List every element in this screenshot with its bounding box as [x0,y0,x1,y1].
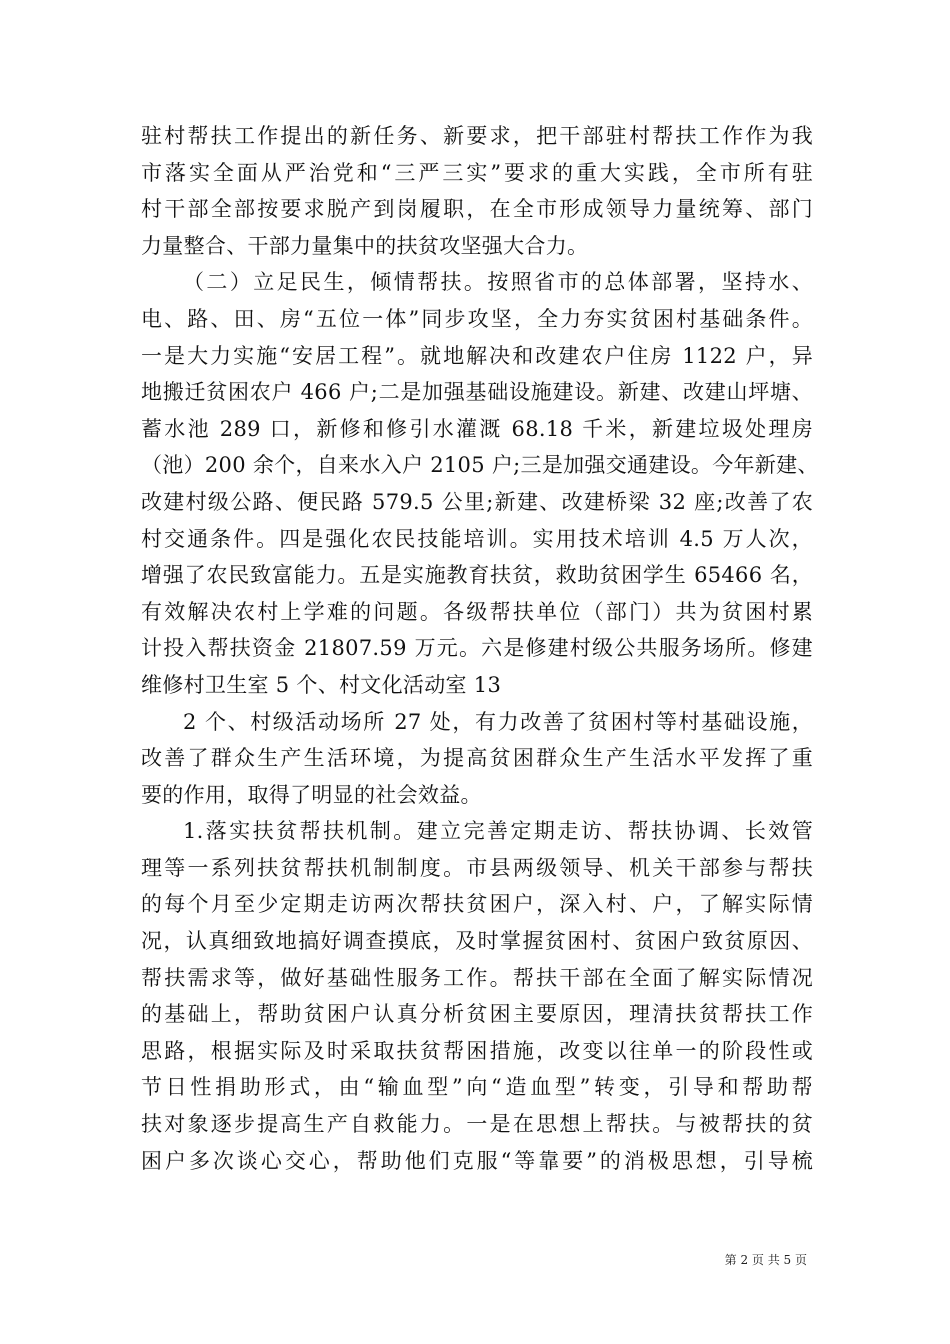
text-line: 维修村卫生室 5 个、村文化活动室 13 [141,672,502,697]
text-line: 蓄水池 289 口，新修和修引水灌溉 68.18 千米，新建垃圾处理房 [141,416,813,441]
text-line: 计投入帮扶资金 21807.59 万元。六是修建村级公共服务场所。修建 [141,636,813,661]
text-line: 改建村级公路、便民路 579.5 公里;新建、改建桥梁 32 座;改善了农 [141,489,813,514]
text-line: （二）立足民生，倾情帮扶。按照省市的总体部署，坚持水、 [183,270,813,295]
text-line: 村干部全部按要求脱产到岗履职，在全市形成领导力量统筹、部门 [141,197,813,222]
text-line: 2 个、村级活动场所 27 处，有力改善了贫困村等村基础设施， [183,709,813,734]
text-line: 节日性捐助形式，由“输血型”向“造血型”转变，引导和帮助帮 [141,1075,813,1100]
text-line: 扶对象逐步提高生产自救能力。一是在思想上帮扶。与被帮扶的贫 [141,1112,813,1137]
page-number: 第 2 页 共 5 页 [724,1253,807,1267]
text-line: 有效解决农村上学难的问题。各级帮扶单位（部门）共为贫困村累 [141,599,813,624]
text-line: 帮扶需求等，做好基础性服务工作。帮扶干部在全面了解实际情况 [141,965,813,990]
text-line: 改善了群众生产生活环境，为提高贫困群众生产生活水平发挥了重 [141,746,813,771]
text-line: 况，认真细致地搞好调查摸底，及时掌握贫困村、贫困户致贫原因、 [141,929,813,954]
text-line: （池）200 余个，自来水入户 2105 户;三是加强交通建设。今年新建、 [141,453,819,478]
text-line: 理等一系列扶贫帮扶机制制度。市县两级领导、机关干部参与帮扶 [141,855,813,880]
text-line: 要的作用，取得了明显的社会效益。 [141,782,482,807]
text-line: 思路，根据实际及时采取扶贫帮困措施，改变以往单一的阶段性或 [141,1038,813,1063]
text-line: 的基础上，帮助贫困户认真分析贫困主要原因，理清扶贫帮扶工作 [141,1002,813,1027]
text-line: 驻村帮扶工作提出的新任务、新要求，把干部驻村帮扶工作作为我 [141,124,813,148]
text-line: 力量整合、干部力量集中的扶贫攻坚强大合力。 [141,233,589,258]
body-text [141,118,819,1179]
text-line: 地搬迁贫困农户 466 户;二是加强基础设施建设。新建、改建山坪塘、 [141,380,813,405]
text-line: 电、路、田、房“五位一体”同步攻坚，全力夯实贫困村基础条件。 [141,306,813,331]
text-line: 增强了农民致富能力。五是实施教育扶贫，救助贫困学生 65466 名， [141,563,813,588]
text-line: 市落实全面从严治党和“三严三实”要求的重大实践，全市所有驻 [141,160,813,185]
text-line: 的每个月至少定期走访两次帮扶贫困户，深入村、户，了解实际情 [141,892,813,917]
text-line: 困户多次谈心交心，帮助他们克服“等靠要”的消极思想，引导梳 [141,1148,813,1173]
text-line: 一是大力实施“安居工程”。就地解决和改建农户住房 1122 户，异 [141,343,813,368]
text-line: 1.落实扶贫帮扶机制。建立完善定期走访、帮扶协调、长效管 [183,819,813,844]
text-line: 村交通条件。四是强化农民技能培训。实用技术培训 4.5 万人次， [141,526,813,551]
